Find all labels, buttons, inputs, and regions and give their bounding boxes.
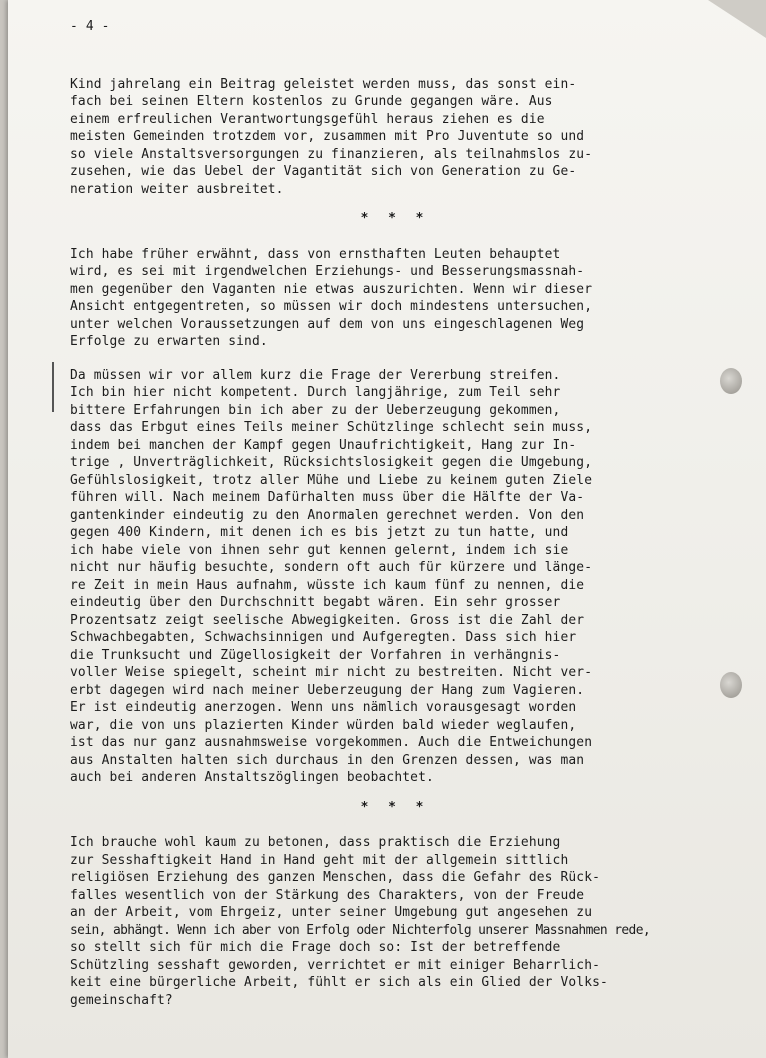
paragraph-4	[70, 834, 720, 1009]
text-line: Prozentsatz zeigt seelische Abwegigkeiten. Gross ist die Zahl der	[70, 612, 585, 628]
text-line: bittere Erfahrungen bin ich aber zu der Ueberzeugung gekommen,	[70, 402, 561, 418]
text-line: neration weiter ausbreitet.	[70, 181, 284, 197]
text-line: auch bei anderen Anstaltszöglingen beobachtet.	[70, 770, 434, 785]
text-line: war, die von uns plazierten Kinder würden bald wieder weglaufen,	[70, 717, 577, 733]
text-line: re Zeit in mein Haus aufnahm, wüsste ich kaum fünf zu nennen, die	[70, 577, 585, 593]
text-line: Da müssen wir vor allem kurz die Frage der Vererbung streifen.	[70, 367, 561, 383]
document-text	[70, 18, 720, 1009]
text-line: voller Weise spiegelt, scheint mir nicht zu bestreiten. Nicht ver-	[70, 665, 593, 680]
text-line: meisten Gemeinden trotzdem vor, zusammen mit Pro Juventute so und	[70, 129, 585, 144]
text-line: unter welchen Voraussetzungen auf dem von uns eingeschlagenen Weg	[70, 316, 585, 332]
text-line: dass das Erbgut eines Teils meiner Schützlinge schlecht sein muss,	[70, 420, 593, 435]
text-line: men gegenüber den Vaganten nie etwas auszurichten. Wenn wir dieser	[70, 281, 593, 297]
paragraph-1	[70, 76, 720, 199]
text-line: führen will. Nach meinem Dafürhalten muss über die Hälfte der Va-	[70, 490, 585, 505]
section-separator: * * *	[360, 211, 430, 226]
text-line: Er ist eindeutig anerzogen. Wenn uns nämlich vorausgesagt worden	[70, 700, 577, 715]
text-line: gemeinschaft?	[70, 992, 173, 1008]
text-line: indem bei manchen der Kampf gegen Unaufrichtigkeit, Hang zur In-	[70, 437, 577, 453]
text-line: eindeutig über den Durchschnitt begabt wären. Ein sehr grosser	[70, 595, 561, 610]
text-line: Ansicht entgegentreten, so müssen wir doch mindestens untersuchen,	[70, 299, 593, 314]
text-line: Erfolge zu erwarten sind.	[70, 334, 268, 349]
text-line: erbt dagegen wird nach meiner Ueberzeugung der Hang zum Vagieren.	[70, 682, 585, 698]
text-line: zusehen, wie das Uebel der Vagantität sich von Generation zu Ge-	[70, 164, 577, 179]
text-line: so viele Anstaltsversorgungen zu finanzieren, als teilnahmslos zu-	[70, 146, 593, 162]
text-line: einem erfreulichen Verantwortungsgefühl heraus ziehen es die	[70, 111, 545, 127]
text-line: keit eine bürgerliche Arbeit, fühlt er sich als ein Glied der Volks-	[70, 975, 608, 990]
text-line: religiösen Erziehung des ganzen Menschen, dass die Gefahr des Rück-	[70, 870, 601, 885]
text-line: Schützling sesshaft geworden, verrichtet er mit einiger Beharrlich-	[70, 957, 601, 973]
text-line: zur Sesshaftigkeit Hand in Hand geht mit der allgemein sittlich	[70, 852, 569, 868]
text-line: trige , Unverträglichkeit, Rücksichtslosigkeit gegen die Umgebung,	[70, 455, 593, 470]
text-line: sein, abhängt. Wenn ich aber von Erfolg oder Nichterfolg unserer Massnahmen rede,	[70, 922, 651, 938]
text-line: aus Anstalten halten sich durchaus in den Grenzen dessen, was man	[70, 752, 585, 768]
text-line: an der Arbeit, vom Ehrgeiz, unter seiner Umgebung gut angesehen zu	[70, 905, 593, 920]
text-line: Ich brauche wohl kaum zu betonen, dass praktisch die Erziehung	[70, 835, 561, 850]
paragraph-3	[70, 367, 720, 787]
text-line: Ich habe früher erwähnt, dass von ernsthaften Leuten behauptet	[70, 246, 561, 262]
text-line: Kind jahrelang ein Beitrag geleistet werden muss, das sonst ein-	[70, 76, 577, 92]
text-line: gantenkinder eindeutig zu den Anormalen gerechnet werden. Von den	[70, 507, 585, 523]
text-line: falles wesentlich von der Stärkung des Charakters, von der Freude	[70, 887, 585, 903]
text-line: Ich bin hier nicht kompetent. Durch langjährige, zum Teil sehr	[70, 385, 561, 400]
text-line: Gefühlslosigkeit, trotz aller Mühe und Liebe zu keinem guten Ziele	[70, 472, 593, 488]
paragraph-2	[70, 246, 720, 351]
text-line: ich habe viele von ihnen sehr gut kennen gelernt, indem ich sie	[70, 542, 569, 558]
punch-hole-lower	[720, 672, 742, 698]
text-line: nicht nur häufig besuchte, sondern oft auch für kürzere und länge-	[70, 560, 593, 575]
punch-hole-upper	[720, 368, 742, 394]
text-line: die Trunksucht und Zügellosigkeit der Vorfahren in verhängnis-	[70, 647, 561, 663]
section-separator: * * *	[360, 799, 430, 815]
text-line: fach bei seinen Eltern kostenlos zu Grunde gegangen wäre. Aus	[70, 94, 553, 109]
margin-mark	[52, 362, 54, 412]
text-line: wird, es sei mit irgendwelchen Erziehungs- und Besserungsmassnah-	[70, 264, 585, 279]
page-number: - 4 -	[70, 19, 110, 34]
text-line: ist das nur ganz ausnahmsweise vorgekommen. Auch die Entweichungen	[70, 735, 593, 750]
text-line: Schwachbegabten, Schwachsinnigen und Aufgeregten. Dass sich hier	[70, 630, 577, 645]
text-line: so stellt sich für mich die Frage doch so: Ist der betreffende	[70, 940, 561, 955]
text-line: gegen 400 Kindern, mit denen ich es bis jetzt zu tun hatte, und	[70, 525, 569, 540]
